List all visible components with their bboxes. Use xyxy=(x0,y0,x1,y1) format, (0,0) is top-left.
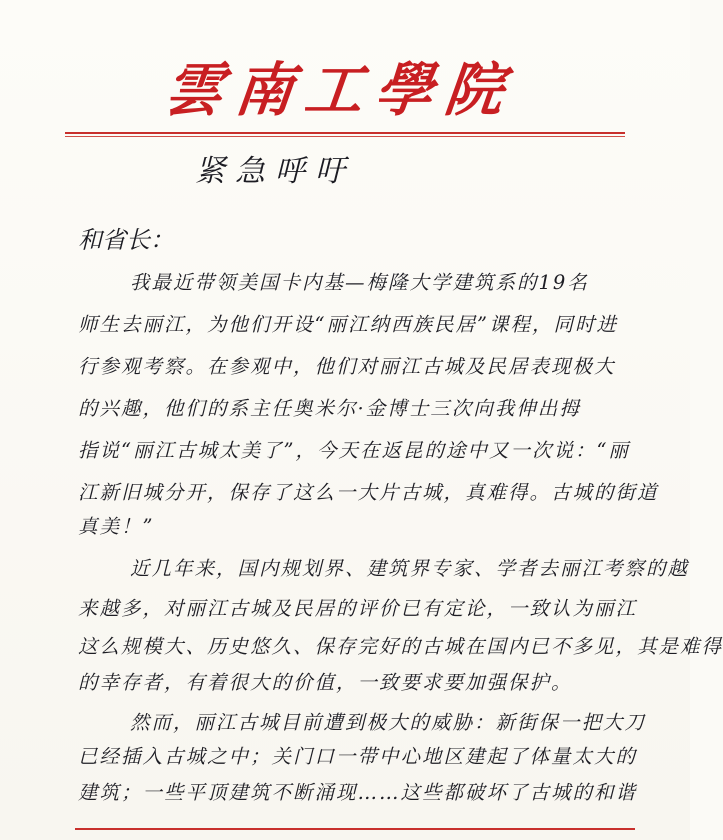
letter-line: 真美！” xyxy=(78,515,155,538)
letter-line: 的兴趣，他们的系主任奥米尔·金博士三次向我伸出拇 xyxy=(78,397,581,420)
letter-line: 行参观考察。在参观中，他们对丽江古城及民居表现极大 xyxy=(78,355,616,378)
letter-line: 江新旧城分开，保存了这么一大片古城，真难得。古城的街道 xyxy=(78,481,659,504)
letter-line: 师生去丽江，为他们开设“丽江纳西族民居”课程，同时进 xyxy=(78,313,618,336)
letter-line: 近几年来，国内规划界、建筑界专家、学者去丽江考察的越 xyxy=(130,557,690,580)
letter-line: 建筑；一些平顶建筑不断涌现……这些都破坏了古城的和谐 xyxy=(78,781,638,804)
letter-line: 我最近带领美国卡内基—梅隆大学建筑系的19名 xyxy=(130,271,589,294)
letter-line: 指说“丽江古城太美了”，今天在返昆的途中又一次说：“丽 xyxy=(78,439,630,462)
letter-line: 的幸存者，有着很大的价值，一致要求要加强保护。 xyxy=(78,671,573,694)
letter-line: 来越多，对丽江古城及民居的评价已有定论，一致认为丽江 xyxy=(78,597,638,620)
letter-heading: 紧急呼吁 xyxy=(195,154,355,189)
footer-rule xyxy=(75,828,635,830)
letter-salutation: 和省长： xyxy=(78,226,174,254)
letter-line: 已经插入古城之中；关门口一带中心地区建起了体量太大的 xyxy=(78,745,638,768)
letter-line: 这么规模大、历史悠久、保存完好的古城在国内已不多见，其是难得 xyxy=(78,635,723,658)
letterhead-title: 雲南工學院 xyxy=(161,56,519,124)
letter-line: 然而，丽江古城目前遭到极大的威胁：新街保一把大刀 xyxy=(130,711,647,734)
letterhead-rule-thin xyxy=(65,136,625,137)
letterhead-rule xyxy=(65,132,625,134)
